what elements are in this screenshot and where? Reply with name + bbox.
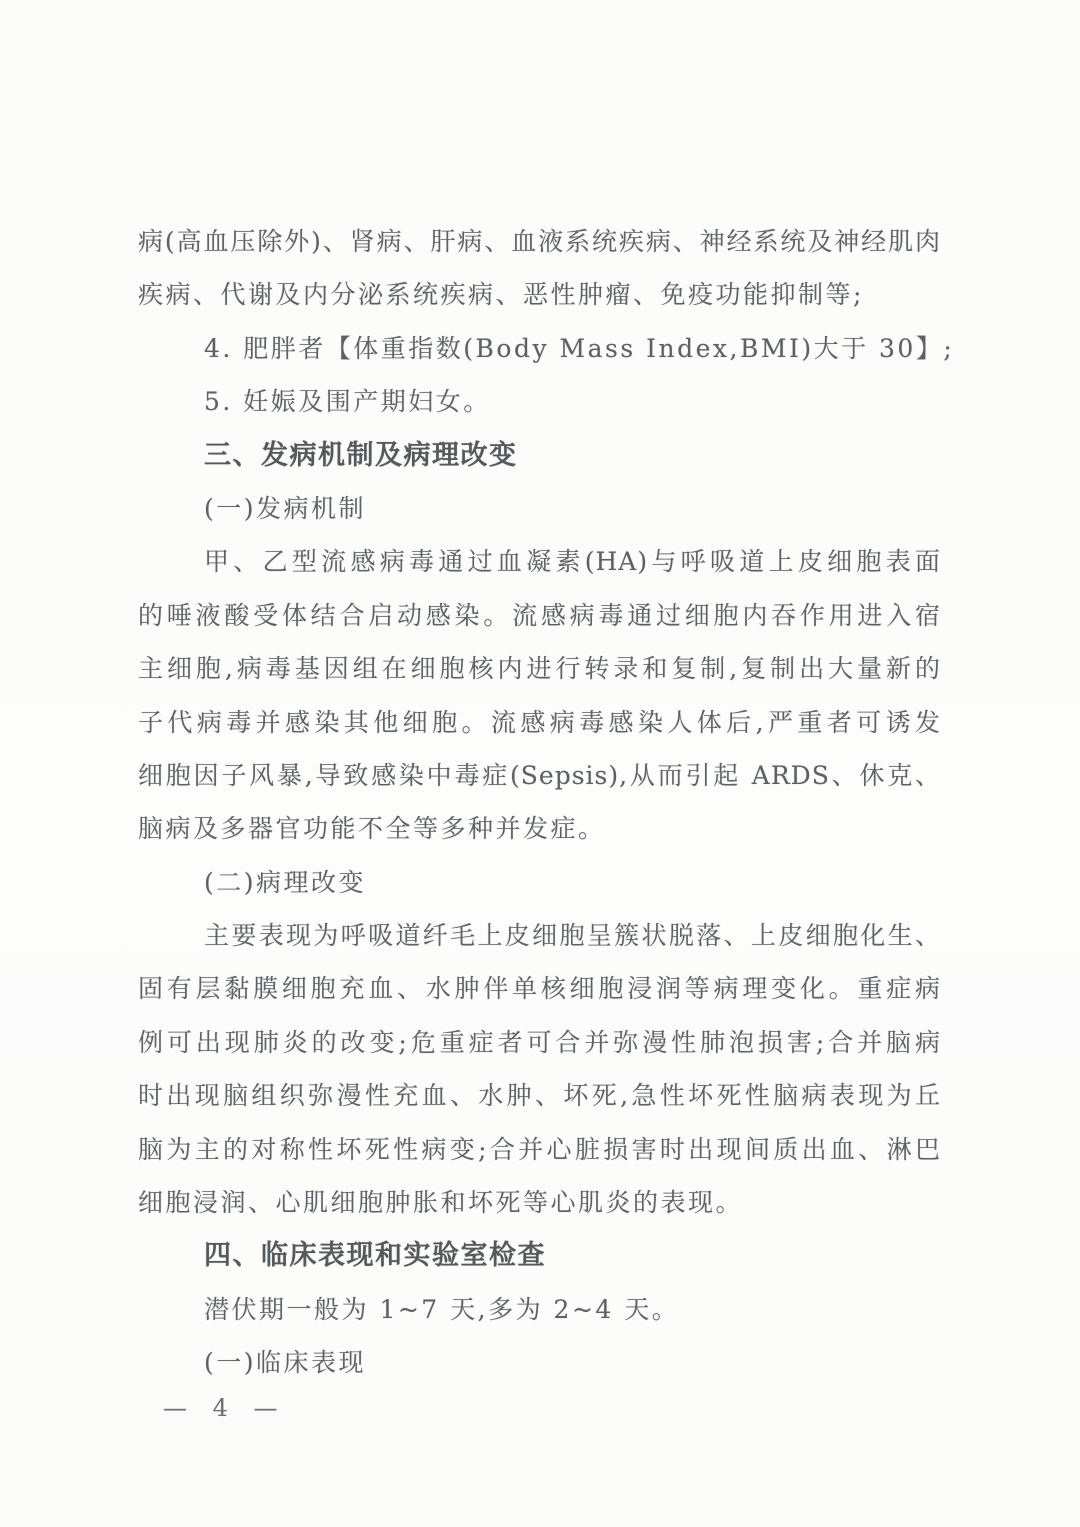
text-line: 疾病、代谢及内分泌系统疾病、恶性肿瘤、免疫功能抑制等;: [138, 280, 864, 310]
text-line: 细胞浸润、心肌细胞肿胀和坏死等心肌炎的表现。: [138, 1188, 744, 1218]
list-item-4: 4. 肥胖者【体重指数(Body Mass Index,BMI)大于 30】;: [204, 333, 955, 363]
section-heading-4: 四、临床表现和实验室检查: [204, 1240, 546, 1272]
text-line: 主细胞,病毒基因组在细胞核内进行转录和复制,复制出大量新的: [138, 654, 941, 684]
text-line: 潜伏期一般为 1~7 天,多为 2~4 天。: [204, 1294, 680, 1324]
text-line: 病(高血压除外)、肾病、肝病、血液系统疾病、神经系统及神经肌肉: [138, 227, 941, 256]
document-body: [138, 215, 955, 1390]
text-line: 的唾液酸受体结合启动感染。流感病毒通过细胞内吞作用进入宿: [138, 600, 941, 630]
page-number: — 4 —: [163, 1394, 280, 1422]
text-line: 脑为主的对称性坏死性病变;合并心脏损害时出现间质出血、淋巴: [138, 1134, 941, 1164]
text-line: 脑病及多器官功能不全等多种并发症。: [138, 814, 606, 844]
list-item-5: 5. 妊娠及围产期妇女。: [204, 387, 491, 417]
section-heading-3: 三、发病机制及病理改变: [204, 439, 518, 471]
text-line: 甲、乙型流感病毒通过血凝素(HA)与呼吸道上皮细胞表面: [204, 547, 941, 577]
subsection-heading-3-2: (二)病理改变: [204, 867, 367, 897]
text-line: 子代病毒并感染其他细胞。流感病毒感染人体后,严重者可诱发: [138, 707, 941, 737]
subsection-heading-3-1: (一)发病机制: [204, 493, 367, 523]
text-line: 例可出现肺炎的改变;危重症者可合并弥漫性肺泡损害;合并脑病: [138, 1027, 941, 1057]
text-line: 时出现脑组织弥漫性充血、水肿、坏死,急性坏死性脑病表现为丘: [138, 1081, 941, 1111]
text-line: 固有层黏膜细胞充血、水肿伴单核细胞浸润等病理变化。重症病: [138, 974, 941, 1004]
text-line: 主要表现为呼吸道纤毛上皮细胞呈簇状脱落、上皮细胞化生、: [204, 921, 941, 951]
subsection-heading-4-1: (一)临床表现: [204, 1348, 367, 1378]
text-line: 细胞因子风暴,导致感染中毒症(Sepsis),从而引起 ARDS、休克、: [138, 760, 941, 790]
